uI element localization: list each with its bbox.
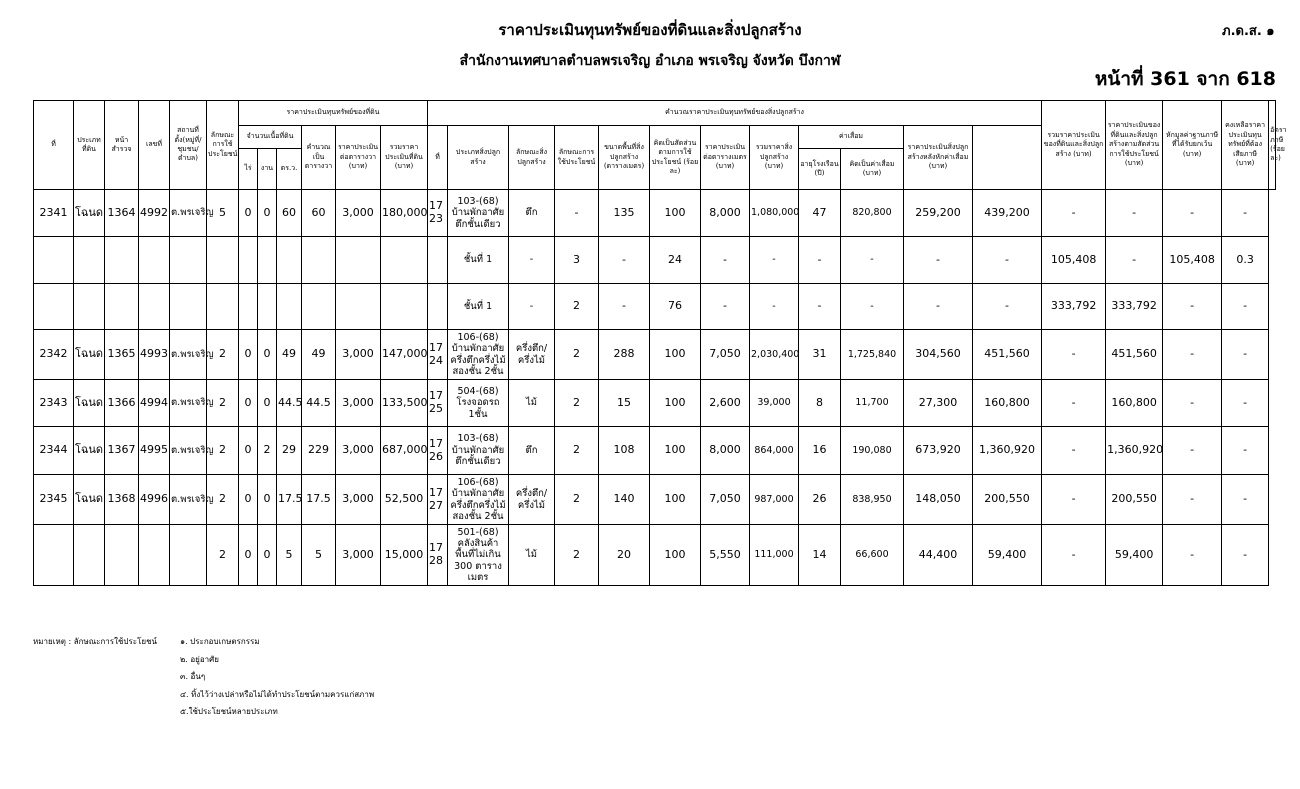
cell-total-wa (302, 284, 336, 330)
cell-price-per-sqm: 8,000 (701, 190, 750, 237)
cell-tax-rate: - (1222, 475, 1269, 525)
cell-rai: 0 (239, 427, 258, 475)
cell-wa: 29 (277, 427, 302, 475)
header-depreciation-group: ค่าเสื่อม (799, 126, 904, 149)
cell-number: 4995 (139, 427, 170, 475)
cell-after-depreciation: 259,200 (904, 190, 973, 237)
cell-building-nature: ไม้ (509, 525, 555, 586)
cell-survey-page: 1364 (105, 190, 139, 237)
cell-depreciation: 838,950 (841, 475, 904, 525)
header-grand-total: รวมราคาประเมินของที่ดินและสิ่งปลูกสร้าง (บาท) (1042, 101, 1106, 190)
cell-usage: 2 (207, 330, 239, 380)
cell-survey-page (105, 525, 139, 586)
cell-tax-rate: - (1222, 380, 1269, 427)
cell-building-percent: 76 (650, 284, 701, 330)
cell-remaining: 105,408 (1163, 237, 1222, 284)
cell-remaining: - (1163, 475, 1222, 525)
header-age: อายุโรงเรือน (ปี) (799, 149, 841, 190)
cell-grand-total: 59,400 (973, 525, 1042, 586)
cell-after-depreciation: 44,400 (904, 525, 973, 586)
cell-building-percent: 100 (650, 330, 701, 380)
cell-ngan: 2 (258, 427, 277, 475)
note-item: ๒. อยู่อาศัย (180, 654, 219, 664)
cell-location: ต.พรเจริญ (170, 190, 207, 237)
cell-depreciation: - (841, 284, 904, 330)
cell-rai: 0 (239, 475, 258, 525)
header-price-per-sqm: ราคาประเมินต่อตารางเมตร (บาท) (701, 126, 750, 190)
cell-no: 2345 (34, 475, 74, 525)
cell-location (170, 284, 207, 330)
note-item: ๔. ทิ้งไว้ว่างเปล่าหรือไม่ได้ทำประโยชน์ตามควรแก่สภาพ (180, 689, 375, 699)
header-survey-page: หน้าสำรวจ (105, 101, 139, 190)
cell-land-type (74, 237, 105, 284)
cell-building-area: - (599, 237, 650, 284)
cell-after-depreciation: 27,300 (904, 380, 973, 427)
header-total-wa: คำนวณเป็นตารางวา (302, 126, 336, 190)
cell-depreciation: 1,725,840 (841, 330, 904, 380)
cell-price-per-sqm: 7,050 (701, 330, 750, 380)
cell-building-nature: ตึก (509, 190, 555, 237)
cell-building-area: 15 (599, 380, 650, 427)
assessment-table (33, 100, 1287, 586)
cell-price-per-sqm: 8,000 (701, 427, 750, 475)
table-row (34, 237, 1276, 284)
cell-remaining: - (1163, 284, 1222, 330)
cell-building-area: 288 (599, 330, 650, 380)
cell-survey-page: 1365 (105, 330, 139, 380)
cell-building-total: - (750, 284, 799, 330)
cell-number: 4994 (139, 380, 170, 427)
header-land-total: รวมราคาประเมินที่ดิน (บาท) (381, 126, 428, 190)
cell-building-usage: 2 (555, 475, 599, 525)
cell-land-type: โฉนด (74, 475, 105, 525)
header-price-per-wa: ราคาประเมินต่อตารางวา (บาท) (336, 126, 381, 190)
cell-no (34, 525, 74, 586)
cell-building-usage: 2 (555, 427, 599, 475)
header-building-usage: ลักษณะการใช้ประโยชน์ (555, 126, 599, 190)
cell-building-no (428, 237, 448, 284)
table-row (34, 380, 1276, 427)
cell-depreciation: 66,600 (841, 525, 904, 586)
cell-grand-total: 200,550 (973, 475, 1042, 525)
cell-building-area: 108 (599, 427, 650, 475)
cell-ngan: 0 (258, 190, 277, 237)
cell-building-total: 864,000 (750, 427, 799, 475)
cell-price-per-sqm: - (701, 284, 750, 330)
cell-total-wa: 49 (302, 330, 336, 380)
cell-wa: 5 (277, 525, 302, 586)
cell-age: - (799, 284, 841, 330)
cell-after-depreciation: - (904, 237, 973, 284)
cell-rai: 0 (239, 525, 258, 586)
cell-proportional-value: - (1042, 330, 1106, 380)
cell-depreciation: 820,800 (841, 190, 904, 237)
cell-ngan (258, 284, 277, 330)
cell-deduction: - (1106, 237, 1163, 284)
cell-ngan: 0 (258, 330, 277, 380)
cell-remaining: - (1163, 190, 1222, 237)
cell-depreciation: 190,080 (841, 427, 904, 475)
header-rai: ไร่ (239, 149, 258, 190)
cell-grand-total: 160,800 (973, 380, 1042, 427)
header-number: เลขที่ (139, 101, 170, 190)
cell-location (170, 237, 207, 284)
cell-total-wa: 44.5 (302, 380, 336, 427)
cell-total-wa (302, 237, 336, 284)
header-proportional-value: ราคาประเมินของที่ดินและสิ่งปลูกสร้างตามสัดส่วนการใช้ประโยชน์ (บาท) (1106, 101, 1163, 190)
cell-survey-page (105, 237, 139, 284)
header-tax-rate: อัตราภาษี (ร้อยละ) (1269, 101, 1276, 190)
cell-no (34, 284, 74, 330)
cell-number: 4996 (139, 475, 170, 525)
cell-usage (207, 237, 239, 284)
form-code: ภ.ด.ส. ๑ (1222, 24, 1275, 39)
cell-building-usage: 2 (555, 525, 599, 586)
cell-land-type: โฉนด (74, 190, 105, 237)
cell-age: 16 (799, 427, 841, 475)
cell-rai: 0 (239, 330, 258, 380)
header-building-area: ขนาดพื้นที่สิ่งปลูกสร้าง (ตารางเมตร) (599, 126, 650, 190)
table-row (34, 525, 1276, 586)
cell-age: 14 (799, 525, 841, 586)
cell-survey-page: 1367 (105, 427, 139, 475)
notes-label: หมายเหตุ : ลักษณะการใช้ประโยชน์ (33, 637, 157, 646)
cell-usage: 5 (207, 190, 239, 237)
cell-location (170, 525, 207, 586)
cell-land-type (74, 284, 105, 330)
cell-age: 26 (799, 475, 841, 525)
cell-no (34, 237, 74, 284)
cell-location: ต.พรเจริญ (170, 475, 207, 525)
cell-building-no: 17 25 (428, 380, 448, 427)
header-land-type: ประเภทที่ดิน (74, 101, 105, 190)
cell-wa (277, 237, 302, 284)
cell-price-per-sqm: - (701, 237, 750, 284)
cell-building-percent: 100 (650, 190, 701, 237)
cell-building-type: 103-(68) บ้านพักอาศัยตึกชั้นเดียว (448, 427, 509, 475)
cell-age: 8 (799, 380, 841, 427)
cell-tax-rate: - (1222, 525, 1269, 586)
cell-building-area: - (599, 284, 650, 330)
cell-price-per-sqm: 7,050 (701, 475, 750, 525)
cell-building-total: 987,000 (750, 475, 799, 525)
cell-building-area: 20 (599, 525, 650, 586)
cell-building-total: 39,000 (750, 380, 799, 427)
cell-land-total: 15,000 (381, 525, 428, 586)
cell-price-per-wa (336, 237, 381, 284)
cell-building-no: 17 24 (428, 330, 448, 380)
table-row (34, 475, 1276, 525)
cell-proportional-value: - (1042, 427, 1106, 475)
cell-after-depreciation: 148,050 (904, 475, 973, 525)
cell-grand-total: 439,200 (973, 190, 1042, 237)
note-item: ๑. ประกอบเกษตรกรรม (180, 637, 260, 646)
cell-building-usage: 2 (555, 330, 599, 380)
cell-total-wa: 17.5 (302, 475, 336, 525)
cell-price-per-wa: 3,000 (336, 380, 381, 427)
cell-building-nature: ตึก (509, 427, 555, 475)
cell-proportional-value: 333,792 (1042, 284, 1106, 330)
cell-building-total: 1,080,000 (750, 190, 799, 237)
notes-list (180, 633, 374, 721)
cell-ngan: 0 (258, 525, 277, 586)
cell-building-usage: 3 (555, 237, 599, 284)
office-name: สำนักงานเทศบาลตำบลพรเจริญ อำเภอ พรเจริญ จังหวัด บึงกาฬ (459, 53, 841, 69)
cell-ngan: 0 (258, 475, 277, 525)
cell-survey-page: 1368 (105, 475, 139, 525)
table-row (34, 330, 1276, 380)
cell-building-nature: ไม้ (509, 380, 555, 427)
cell-number (139, 525, 170, 586)
cell-number: 4992 (139, 190, 170, 237)
cell-age: - (799, 237, 841, 284)
header-wa: ตร.ว. (277, 149, 302, 190)
cell-building-type: 501-(68) คลังสินค้าพื้นที่ไม่เกิน 300 ตารางเมตร (448, 525, 509, 586)
header-ngan: งาน (258, 149, 277, 190)
cell-price-per-wa: 3,000 (336, 330, 381, 380)
cell-proportional-value: - (1042, 190, 1106, 237)
cell-building-percent: 100 (650, 475, 701, 525)
cell-rai (239, 237, 258, 284)
cell-building-no: 17 23 (428, 190, 448, 237)
cell-depreciation: - (841, 237, 904, 284)
cell-building-nature: ครึ่งตึก/ครึ่งไม้ (509, 330, 555, 380)
cell-ngan: 0 (258, 380, 277, 427)
header-area: จำนวนเนื้อที่ดิน (239, 126, 302, 149)
cell-proportional-value: - (1042, 475, 1106, 525)
page-indicator: หน้าที่ 361 จาก 618 (1094, 68, 1276, 90)
cell-building-type: 504-(68) โรงจอดรถ 1ชั้น (448, 380, 509, 427)
cell-tax-rate: - (1222, 284, 1269, 330)
cell-tax-rate: - (1222, 190, 1269, 237)
cell-building-total: 2,030,400 (750, 330, 799, 380)
cell-after-depreciation: 673,920 (904, 427, 973, 475)
cell-wa (277, 284, 302, 330)
cell-price-per-wa: 3,000 (336, 525, 381, 586)
cell-building-area: 135 (599, 190, 650, 237)
cell-survey-page (105, 284, 139, 330)
cell-ngan (258, 237, 277, 284)
cell-usage: 2 (207, 427, 239, 475)
cell-deduction: 200,550 (1106, 475, 1163, 525)
cell-building-no: 17 27 (428, 475, 448, 525)
cell-tax-rate: - (1222, 330, 1269, 380)
cell-grand-total: - (973, 237, 1042, 284)
cell-land-total (381, 284, 428, 330)
header-depreciation: คิดเป็นค่าเสื่อม (บาท) (841, 149, 904, 190)
cell-usage: 2 (207, 525, 239, 586)
cell-land-total: 687,000 (381, 427, 428, 475)
cell-proportional-value: 105,408 (1042, 237, 1106, 284)
cell-deduction: - (1106, 190, 1163, 237)
cell-rai: 0 (239, 190, 258, 237)
cell-after-depreciation: - (904, 284, 973, 330)
table-body (34, 190, 1276, 586)
cell-building-nature: - (509, 237, 555, 284)
cell-number (139, 237, 170, 284)
cell-deduction: 333,792 (1106, 284, 1163, 330)
header-location: สถานที่ตั้ง(หมู่ที่/ชุมชน/ตำบล) (170, 101, 207, 190)
cell-deduction: 59,400 (1106, 525, 1163, 586)
header-building-group: คำนวณราคาประเมินทุนทรัพย์ของสิ่งปลูกสร้าง (428, 101, 1042, 126)
cell-land-type: โฉนด (74, 427, 105, 475)
header-building-nature: ลักษณะสิ่งปลูกสร้าง (509, 126, 555, 190)
cell-after-depreciation: 304,560 (904, 330, 973, 380)
cell-land-type: โฉนด (74, 380, 105, 427)
cell-proportional-value: - (1042, 525, 1106, 586)
cell-rai: 0 (239, 380, 258, 427)
cell-usage: 2 (207, 475, 239, 525)
cell-building-percent: 100 (650, 380, 701, 427)
cell-land-type (74, 525, 105, 586)
cell-building-no (428, 284, 448, 330)
cell-remaining: - (1163, 330, 1222, 380)
cell-wa: 44.5 (277, 380, 302, 427)
cell-building-no: 17 26 (428, 427, 448, 475)
cell-remaining: - (1163, 525, 1222, 586)
cell-land-total (381, 237, 428, 284)
cell-remaining: - (1163, 380, 1222, 427)
cell-grand-total: 451,560 (973, 330, 1042, 380)
note-item: ๕.ใช้ประโยชน์หลายประเภท (180, 707, 278, 716)
cell-wa: 49 (277, 330, 302, 380)
cell-total-wa: 5 (302, 525, 336, 586)
header-usage: ลักษณะการใช้ประโยชน์ (207, 101, 239, 190)
cell-price-per-wa (336, 284, 381, 330)
cell-total-wa: 60 (302, 190, 336, 237)
header-deduction: หักมูลค่าฐานภาษีที่ได้รับยกเว้น (บาท) (1163, 101, 1222, 190)
header-building-no: ที่ (428, 126, 448, 190)
cell-building-usage: - (555, 190, 599, 237)
cell-land-type: โฉนด (74, 330, 105, 380)
cell-land-total: 180,000 (381, 190, 428, 237)
header-building-percent: คิดเป็นสัดส่วนตามการใช้ประโยชน์ (ร้อยละ) (650, 126, 701, 190)
cell-survey-page: 1366 (105, 380, 139, 427)
header-after-depreciation: ราคาประเมินสิ่งปลูกสร้างหลังหักค่าเสื่อม (บาท) (904, 126, 973, 190)
cell-grand-total: - (973, 284, 1042, 330)
cell-building-type: ชั้นที่ 1 (448, 237, 509, 284)
table-row (34, 284, 1276, 330)
cell-location: ต.พรเจริญ (170, 380, 207, 427)
header-land-group: ราคาประเมินทุนทรัพย์ของที่ดิน (239, 101, 428, 126)
cell-building-nature: ครึ่งตึก/ครึ่งไม้ (509, 475, 555, 525)
notes-section (33, 633, 375, 716)
cell-usage (207, 284, 239, 330)
cell-number (139, 284, 170, 330)
cell-building-no: 17 28 (428, 525, 448, 586)
cell-price-per-wa: 3,000 (336, 427, 381, 475)
cell-building-type: 106-(68) บ้านพักอาศัยครึ่งตึกครึ่งไม้สองชั้น 2ชั้น (448, 330, 509, 380)
cell-rai (239, 284, 258, 330)
cell-deduction: 1,360,920 (1106, 427, 1163, 475)
cell-building-area: 140 (599, 475, 650, 525)
cell-wa: 60 (277, 190, 302, 237)
cell-no: 2343 (34, 380, 74, 427)
cell-age: 47 (799, 190, 841, 237)
cell-building-total: 111,000 (750, 525, 799, 586)
cell-price-per-wa: 3,000 (336, 475, 381, 525)
cell-building-type: ชั้นที่ 1 (448, 284, 509, 330)
table-row (34, 427, 1276, 475)
cell-location: ต.พรเจริญ (170, 330, 207, 380)
cell-remaining: - (1163, 427, 1222, 475)
cell-number: 4993 (139, 330, 170, 380)
cell-building-type: 103-(68) บ้านพักอาศัยตึกชั้นเดียว (448, 190, 509, 237)
cell-building-type: 106-(68) บ้านพักอาศัยครึ่งตึกครึ่งไม้สองชั้น 2ชั้น (448, 475, 509, 525)
cell-tax-rate: - (1222, 427, 1269, 475)
report-title: ราคาประเมินทุนทรัพย์ของที่ดินและสิ่งปลูกสร้าง (498, 21, 802, 39)
cell-deduction: 451,560 (1106, 330, 1163, 380)
header-building-type: ประเภทสิ่งปลูกสร้าง (448, 126, 509, 190)
cell-land-total: 147,000 (381, 330, 428, 380)
cell-building-percent: 24 (650, 237, 701, 284)
cell-no: 2341 (34, 190, 74, 237)
cell-building-usage: 2 (555, 380, 599, 427)
cell-grand-total: 1,360,920 (973, 427, 1042, 475)
cell-price-per-wa: 3,000 (336, 190, 381, 237)
cell-wa: 17.5 (277, 475, 302, 525)
cell-building-nature: - (509, 284, 555, 330)
cell-price-per-sqm: 5,550 (701, 525, 750, 586)
cell-no: 2344 (34, 427, 74, 475)
note-item: ๓. อื่นๆ (180, 672, 206, 681)
cell-building-percent: 100 (650, 427, 701, 475)
header-no: ที่ (34, 101, 74, 190)
cell-total-wa: 229 (302, 427, 336, 475)
header-building-total: รวมราคาสิ่งปลูกสร้าง (บาท) (750, 126, 799, 190)
header-remaining: คงเหลือราคาประเมินทุนทรัพย์ที่ต้องเสียภาษี (บาท) (1222, 101, 1269, 190)
cell-deduction: 160,800 (1106, 380, 1163, 427)
cell-building-percent: 100 (650, 525, 701, 586)
table-row (34, 190, 1276, 237)
cell-usage: 2 (207, 380, 239, 427)
cell-building-usage: 2 (555, 284, 599, 330)
cell-price-per-sqm: 2,600 (701, 380, 750, 427)
cell-building-total: - (750, 237, 799, 284)
cell-location: ต.พรเจริญ (170, 427, 207, 475)
cell-proportional-value: - (1042, 380, 1106, 427)
cell-land-total: 52,500 (381, 475, 428, 525)
cell-age: 31 (799, 330, 841, 380)
cell-no: 2342 (34, 330, 74, 380)
cell-depreciation: 11,700 (841, 380, 904, 427)
cell-tax-rate: 0.3 (1222, 237, 1269, 284)
cell-land-total: 133,500 (381, 380, 428, 427)
